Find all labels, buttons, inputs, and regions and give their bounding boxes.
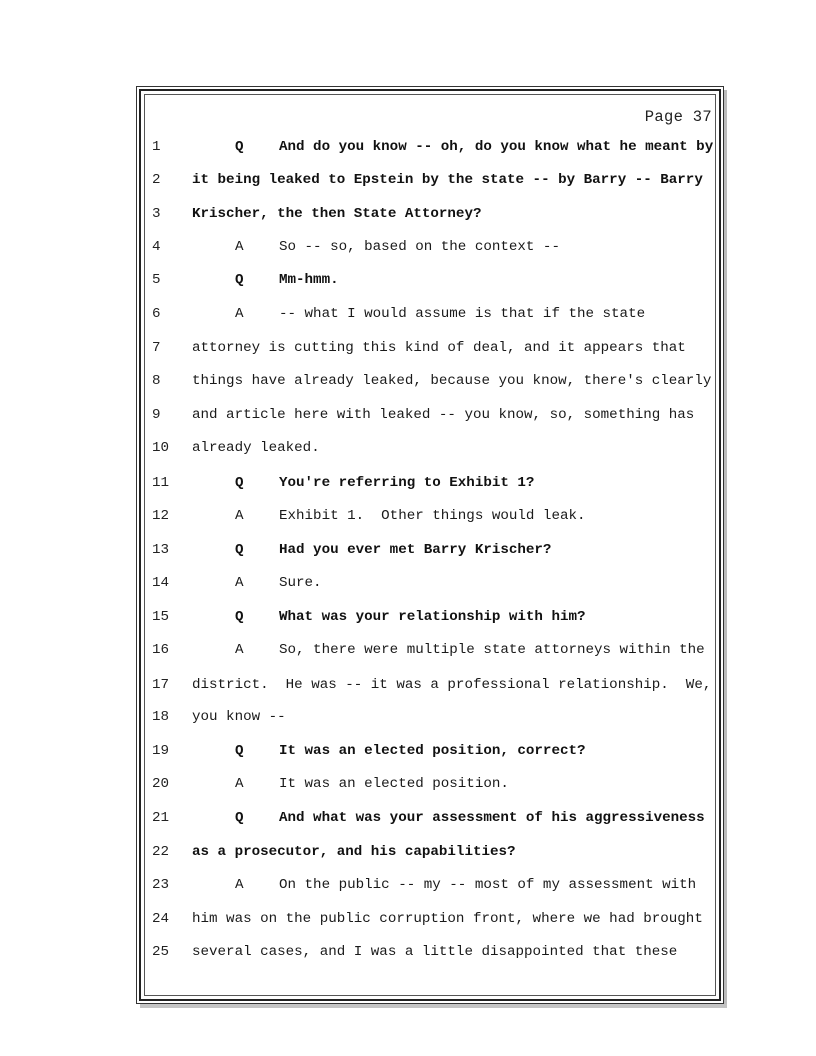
transcript-line xyxy=(0,743,816,765)
line-text: You're referring to Exhibit 1? xyxy=(279,475,535,491)
transcript-line xyxy=(0,239,816,261)
line-number: 10 xyxy=(152,440,170,456)
line-number: 5 xyxy=(152,272,161,288)
question-marker: Q xyxy=(235,609,244,625)
line-number: 3 xyxy=(152,206,161,222)
line-content xyxy=(235,475,534,491)
line-text: district. He was -- it was a professional relationship. We, xyxy=(192,677,712,693)
line-text: him was on the public corruption front, where we had brought xyxy=(192,911,703,927)
transcript-line xyxy=(0,944,816,966)
line-number: 18 xyxy=(152,709,170,725)
transcript-line xyxy=(0,508,816,530)
line-content xyxy=(192,407,694,423)
transcript-line xyxy=(0,172,816,194)
line-text: as a prosecutor, and his capabilities? xyxy=(192,844,516,860)
line-content xyxy=(192,440,320,456)
transcript-line xyxy=(0,844,816,866)
line-text: and article here with leaked -- you know, so, something has xyxy=(192,407,695,423)
line-text: things have already leaked, because you know, there's clearly xyxy=(192,373,712,389)
line-number: 21 xyxy=(152,810,170,826)
line-content xyxy=(235,575,322,591)
line-content xyxy=(192,677,711,693)
line-content xyxy=(192,944,677,960)
line-text: It was an elected position. xyxy=(279,776,509,792)
line-text: Sure. xyxy=(279,575,322,591)
question-marker: Q xyxy=(235,272,244,288)
line-number: 9 xyxy=(152,407,161,423)
line-text: attorney is cutting this kind of deal, and it appears that xyxy=(192,340,686,356)
line-text: you know -- xyxy=(192,709,286,725)
line-number: 23 xyxy=(152,877,170,893)
line-text: already leaked. xyxy=(192,440,320,456)
line-number: 24 xyxy=(152,911,170,927)
line-content xyxy=(192,911,703,927)
answer-marker: A xyxy=(235,877,244,893)
answer-marker: A xyxy=(235,575,244,591)
line-content xyxy=(235,139,713,155)
line-content xyxy=(235,609,586,625)
line-content xyxy=(235,542,551,558)
transcript-line xyxy=(0,677,816,699)
transcript-line xyxy=(0,139,816,161)
line-number: 13 xyxy=(152,542,170,558)
line-content xyxy=(235,642,705,658)
line-number: 8 xyxy=(152,373,161,389)
transcript-line xyxy=(0,206,816,228)
transcript-line xyxy=(0,475,816,497)
transcript-line xyxy=(0,776,816,798)
transcript-line xyxy=(0,373,816,395)
line-content xyxy=(235,306,645,322)
transcript-line xyxy=(0,575,816,597)
line-content xyxy=(192,844,516,860)
line-number: 11 xyxy=(152,475,170,491)
transcript-line xyxy=(0,709,816,731)
line-content xyxy=(235,272,339,288)
line-text: it being leaked to Epstein by the state -- by Barry -- Barry xyxy=(192,172,703,188)
line-text: several cases, and I was a little disappointed that these xyxy=(192,944,678,960)
question-marker: Q xyxy=(235,810,244,826)
transcript-line xyxy=(0,440,816,462)
question-marker: Q xyxy=(235,542,244,558)
line-number: 16 xyxy=(152,642,170,658)
line-content xyxy=(235,877,696,893)
line-text: Krischer, the then State Attorney? xyxy=(192,206,482,222)
line-content xyxy=(235,810,705,826)
answer-marker: A xyxy=(235,508,244,524)
question-marker: Q xyxy=(235,139,244,155)
line-number: 6 xyxy=(152,306,161,322)
transcript-line xyxy=(0,642,816,664)
line-content xyxy=(192,172,703,188)
answer-marker: A xyxy=(235,642,244,658)
line-number: 14 xyxy=(152,575,170,591)
answer-marker: A xyxy=(235,776,244,792)
line-text: What was your relationship with him? xyxy=(279,609,586,625)
transcript-line xyxy=(0,877,816,899)
page-number: Page 37 xyxy=(644,108,712,126)
page-shadow-bottom xyxy=(140,1004,727,1008)
line-content xyxy=(192,709,286,725)
line-text: Mm-hmm. xyxy=(279,272,339,288)
line-content xyxy=(235,776,509,792)
line-number: 1 xyxy=(152,139,161,155)
question-marker: Q xyxy=(235,475,244,491)
line-content xyxy=(235,239,560,255)
line-text: Exhibit 1. Other things would leak. xyxy=(279,508,586,524)
transcript-line xyxy=(0,272,816,294)
answer-marker: A xyxy=(235,306,244,322)
line-number: 17 xyxy=(152,677,170,693)
line-number: 7 xyxy=(152,340,161,356)
line-number: 19 xyxy=(152,743,170,759)
line-number: 12 xyxy=(152,508,170,524)
transcript-line xyxy=(0,340,816,362)
line-text: Had you ever met Barry Krischer? xyxy=(279,542,552,558)
line-number: 2 xyxy=(152,172,161,188)
line-number: 15 xyxy=(152,609,170,625)
transcript-line xyxy=(0,407,816,429)
line-number: 25 xyxy=(152,944,170,960)
line-number: 20 xyxy=(152,776,170,792)
transcript-line xyxy=(0,306,816,328)
answer-marker: A xyxy=(235,239,244,255)
line-content xyxy=(235,743,586,759)
line-text: -- what I would assume is that if the state xyxy=(279,306,646,322)
line-text: It was an elected position, correct? xyxy=(279,743,586,759)
transcript-line xyxy=(0,542,816,564)
line-content xyxy=(192,340,686,356)
line-text: And do you know -- oh, do you know what he meant by xyxy=(279,139,714,155)
transcript-line xyxy=(0,810,816,832)
line-text: So, there were multiple state attorneys within the xyxy=(279,642,705,658)
transcript-line xyxy=(0,609,816,631)
transcript-line xyxy=(0,911,816,933)
line-content xyxy=(235,508,586,524)
line-number: 4 xyxy=(152,239,161,255)
line-text: On the public -- my -- most of my assessment with xyxy=(279,877,697,893)
line-content xyxy=(192,206,481,222)
question-marker: Q xyxy=(235,743,244,759)
line-content xyxy=(192,373,711,389)
line-text: And what was your assessment of his aggressiveness xyxy=(279,810,705,826)
line-number: 22 xyxy=(152,844,170,860)
line-text: So -- so, based on the context -- xyxy=(279,239,560,255)
